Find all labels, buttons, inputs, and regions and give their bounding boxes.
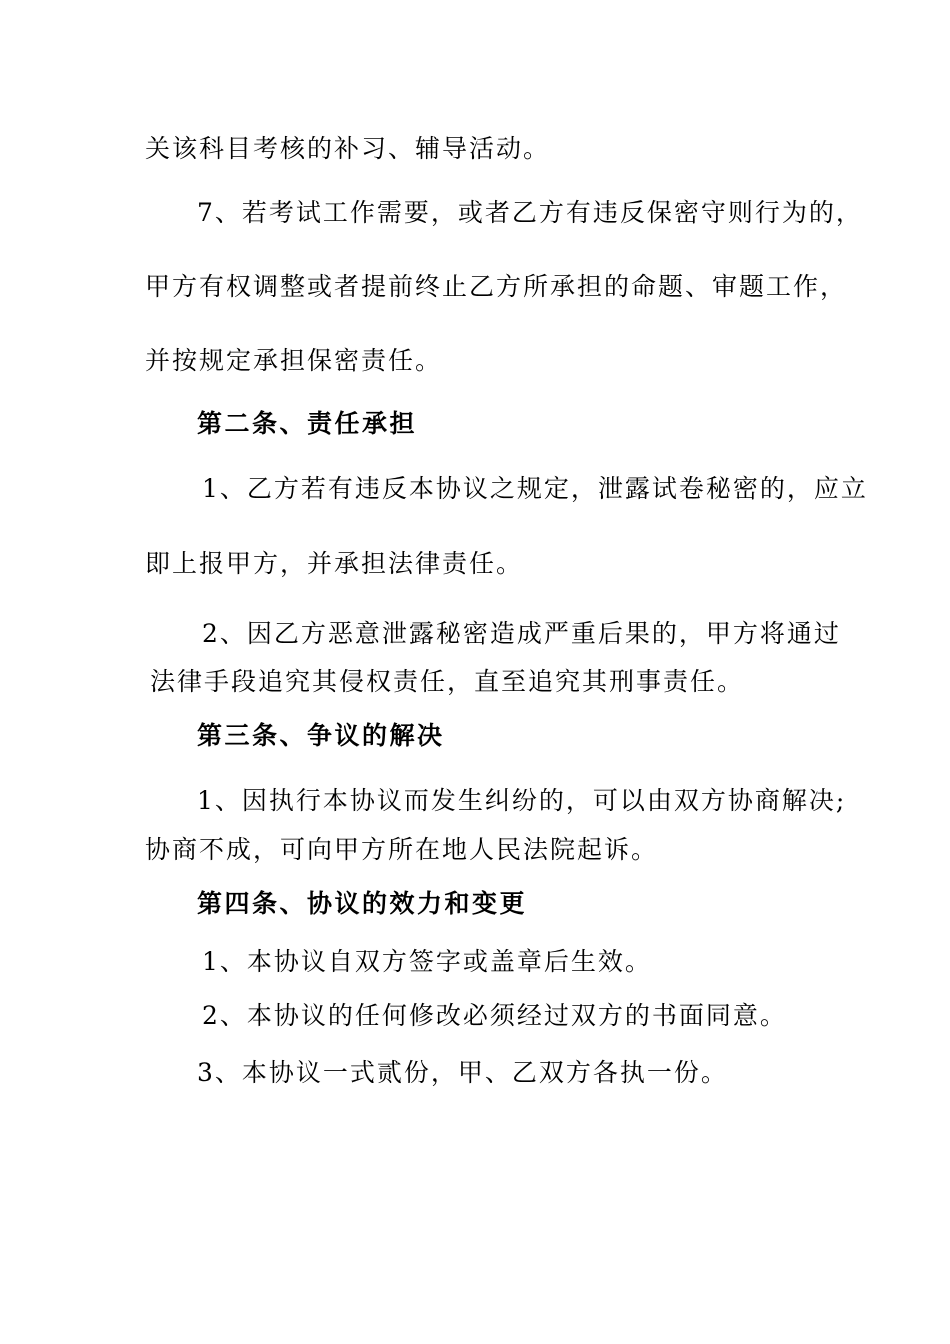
section-heading-2: 第二条、责任承担 [197, 409, 418, 438]
text-line-6: 1、乙方若有违反本协议之规定，泄露试卷秘密的，应立 [202, 474, 868, 503]
section-heading-3: 第三条、争议的解决 [197, 721, 445, 750]
text-line-16: 3、本协议一式贰份，甲、乙双方各执一份。 [197, 1058, 728, 1087]
text-line-4: 并按规定承担保密责任。 [145, 346, 443, 375]
text-line-8: 2、因乙方恶意泄露秘密造成严重后果的，甲方将通过 [202, 619, 841, 648]
text-line-7: 即上报甲方，并承担法律责任。 [145, 549, 524, 578]
section-heading-4: 第四条、协议的效力和变更 [197, 889, 528, 918]
text-line-15: 2、本协议的任何修改必须经过双方的书面同意。 [202, 1001, 787, 1030]
text-line-1: 关该科目考核的补习、辅导活动。 [145, 134, 551, 163]
text-line-9: 法律手段追究其侵权责任，直至追究其刑事责任。 [150, 667, 745, 696]
text-line-2: 7、若考试工作需要，或者乙方有违反保密守则行为的， [197, 198, 863, 227]
text-line-14: 1、本协议自双方签字或盖章后生效。 [202, 947, 652, 976]
text-line-12: 协商不成，可向甲方所在地人民法院起诉。 [145, 835, 659, 864]
text-line-11: 1、因执行本协议而发生纠纷的，可以由双方协商解决; [197, 786, 847, 815]
text-line-3: 甲方有权调整或者提前终止乙方所承担的命题、审题工作， [145, 272, 848, 301]
